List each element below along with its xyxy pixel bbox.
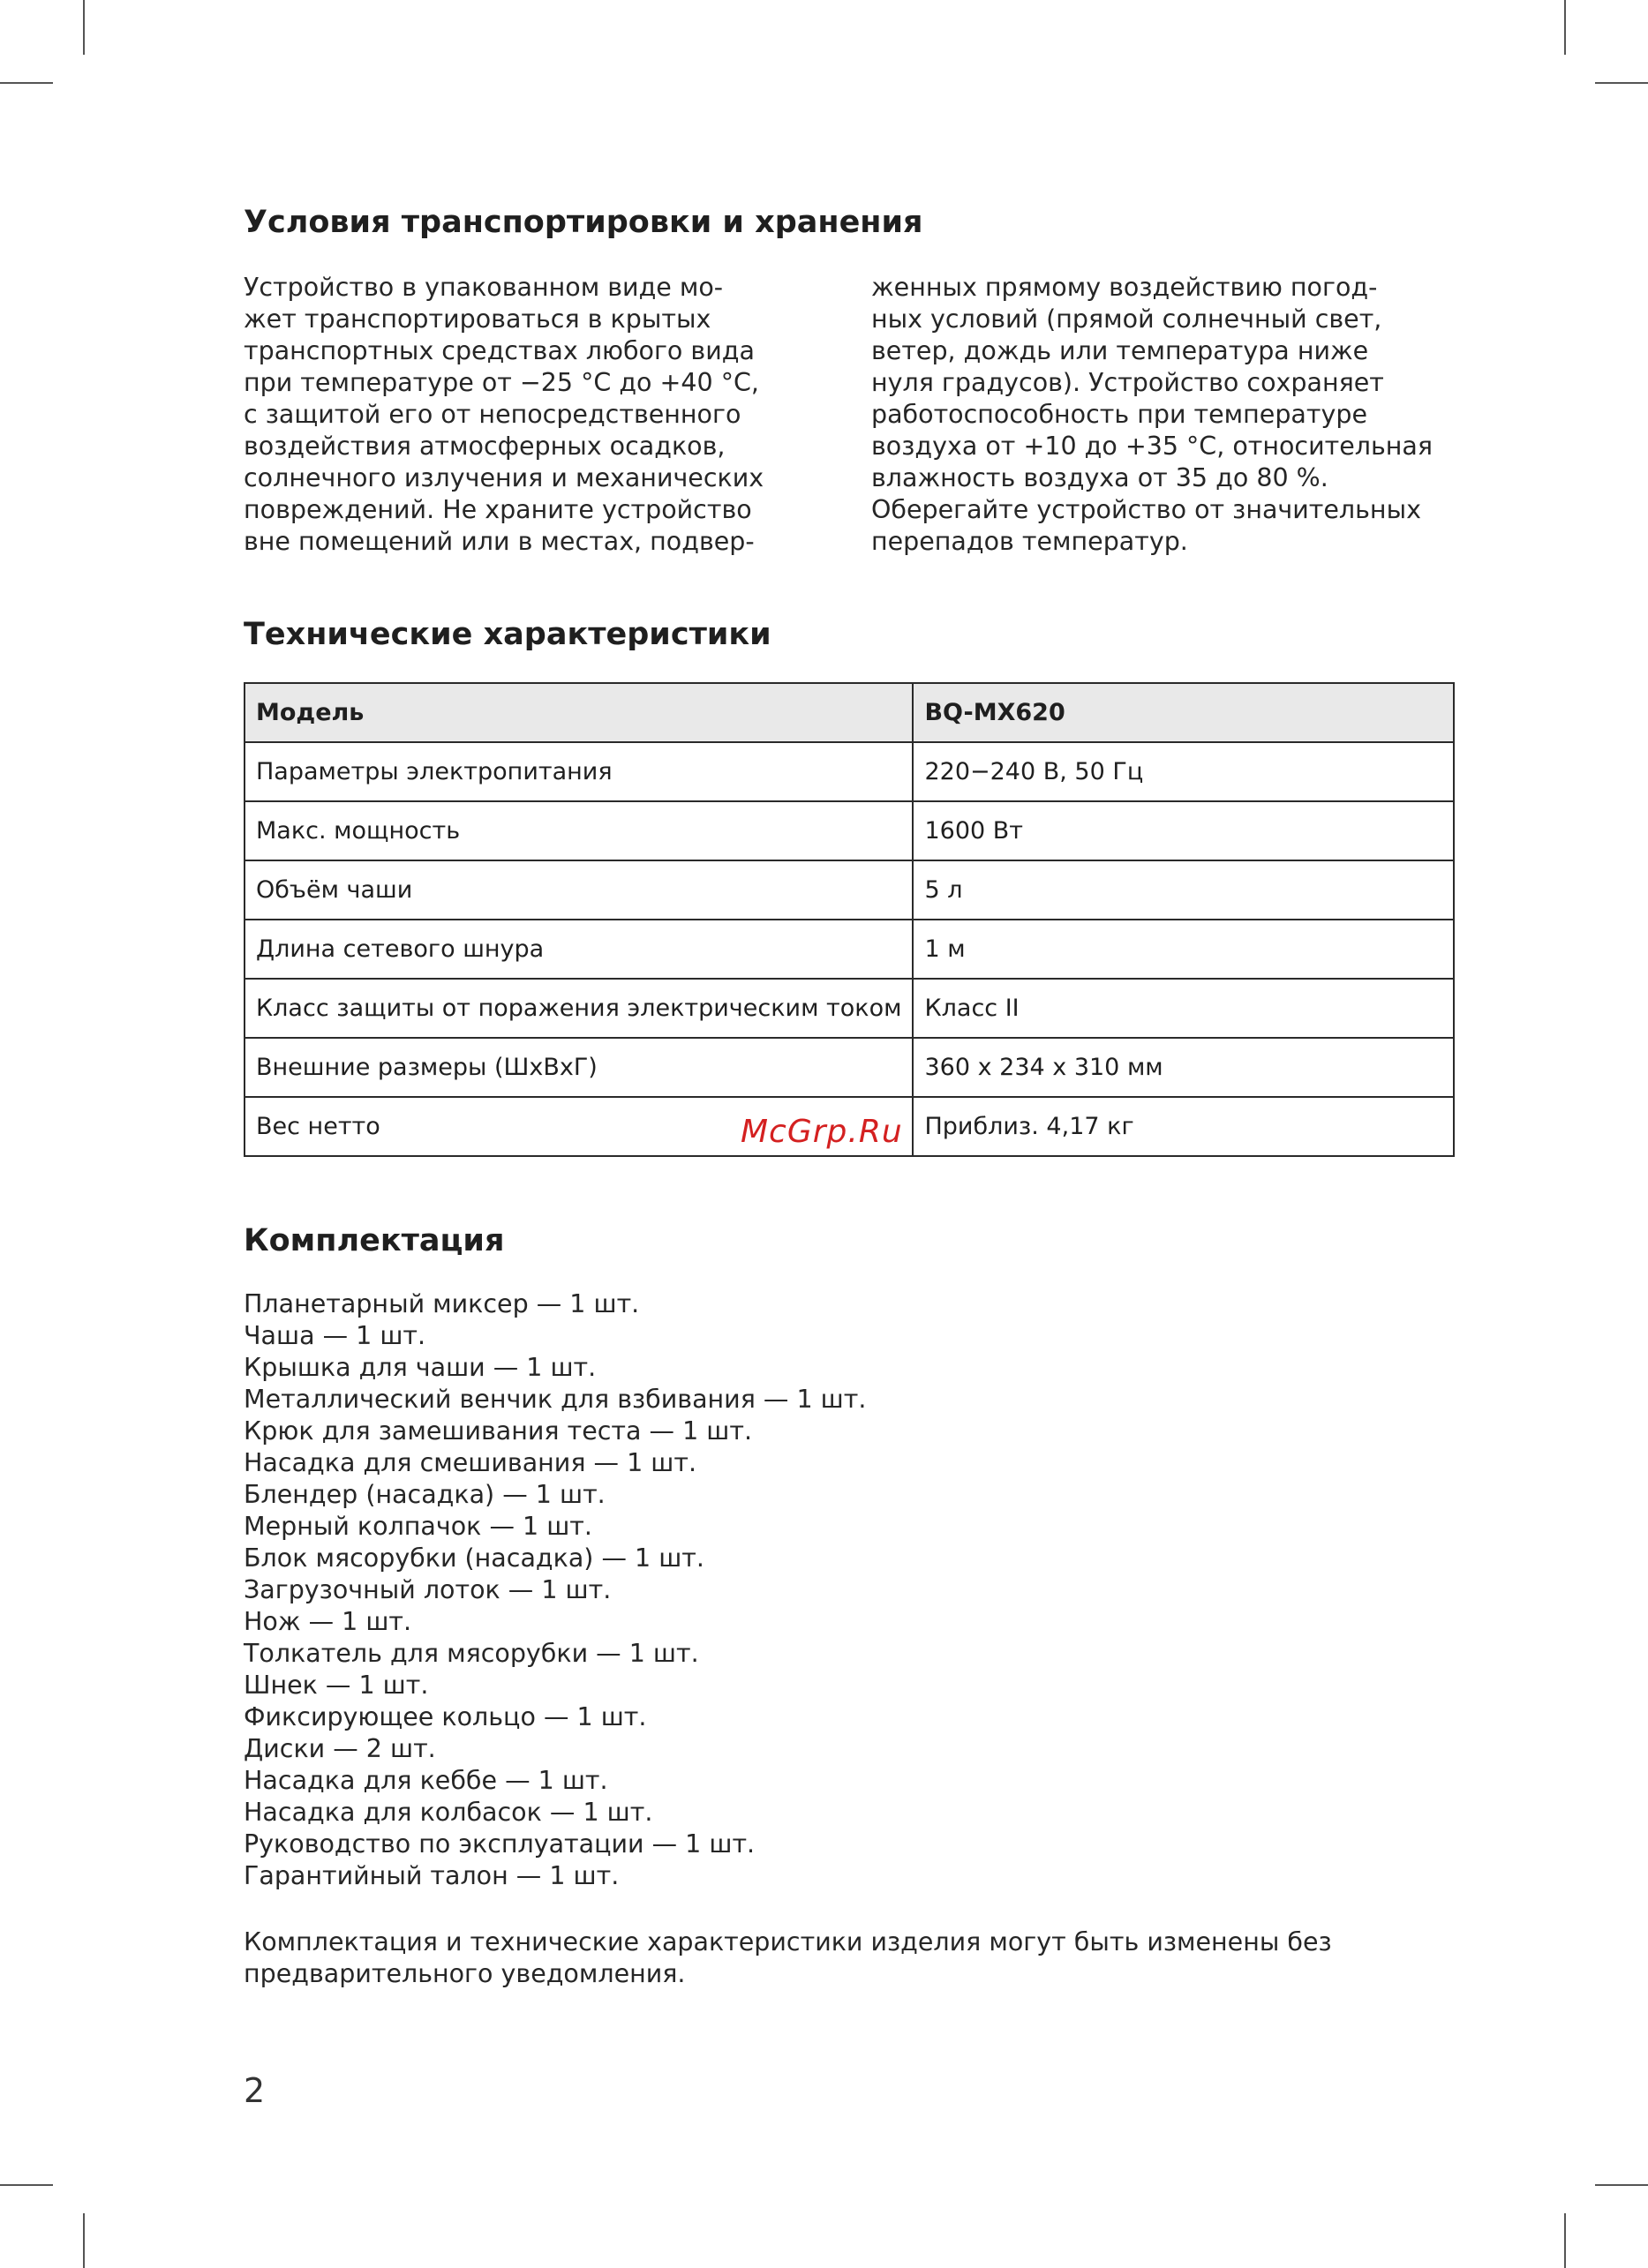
table-cell-param: Объём чаши	[245, 860, 913, 920]
table-cell-param: Длина сетевого шнура	[245, 920, 913, 979]
text-line: нуля градусов). Устройство сохраняет	[871, 368, 1384, 397]
text-line: предварительного уведомления.	[244, 1959, 686, 1988]
specs-heading: Технические характеристики	[244, 617, 771, 652]
text-line: при температуре от −25 °C до +40 °C,	[244, 368, 759, 397]
table-cell-value: Приблиз. 4,17 кг	[913, 1097, 1454, 1156]
crop-mark	[1595, 2184, 1648, 2186]
table-row	[245, 920, 1454, 979]
text-line: женных прямому воздействию погод-	[871, 273, 1378, 302]
table-cell-value: 1600 Вт	[913, 801, 1454, 860]
transport-text-right-column	[871, 272, 1471, 558]
list-item: Крышка для чаши — 1 шт.	[244, 1353, 597, 1382]
list-item: Нож — 1 шт.	[244, 1607, 412, 1636]
text-line: воздуха от +10 до +35 °C, относительная	[871, 432, 1434, 461]
crop-mark	[83, 2213, 85, 2268]
list-item: Блок мясорубки (насадка) — 1 шт.	[244, 1543, 704, 1573]
crop-mark	[1564, 0, 1566, 55]
table-cell-value: BQ-MX620	[913, 683, 1454, 742]
list-item: Фиксирующее кольцо — 1 шт.	[244, 1702, 647, 1731]
transport-text-left-column	[244, 272, 826, 558]
list-item: Мерный колпачок — 1 шт.	[244, 1512, 592, 1541]
text-line: ных условий (прямой солнечный свет,	[871, 304, 1382, 334]
list-item: Насадка для кеббе — 1 шт.	[244, 1766, 608, 1795]
list-item: Шнек — 1 шт.	[244, 1671, 429, 1700]
kit-list	[244, 1288, 866, 1892]
text-line: ветер, дождь или температура ниже	[871, 336, 1369, 365]
crop-mark	[0, 82, 53, 84]
text-line: Устройство в упакованном виде мо-	[244, 273, 724, 302]
text-line: Комплектация и технические характеристики изделия могут быть изменены без	[244, 1927, 1332, 1956]
list-item: Диски — 2 шт.	[244, 1734, 436, 1763]
table-cell-param: Внешние размеры (ШхВхГ)	[245, 1038, 913, 1097]
text-line: вне помещений или в местах, подвер-	[244, 527, 755, 556]
list-item: Руководство по эксплуатации — 1 шт.	[244, 1829, 756, 1859]
text-line: перепадов температур.	[871, 527, 1188, 556]
page-number: 2	[244, 2071, 266, 2110]
crop-mark	[83, 0, 85, 55]
list-item: Металлический венчик для взбивания — 1 шт.	[244, 1385, 867, 1414]
table-cell-value: 5 л	[913, 860, 1454, 920]
crop-mark	[1564, 2213, 1566, 2268]
crop-mark	[0, 2184, 53, 2186]
table-cell-param: Класс защиты от поражения электрическим током	[245, 979, 913, 1038]
list-item: Планетарный миксер — 1 шт.	[244, 1289, 640, 1318]
text-line: влажность воздуха от 35 до 80 %.	[871, 463, 1328, 492]
table-row	[245, 979, 1454, 1038]
transport-storage-heading: Условия транспортировки и хранения	[244, 205, 923, 240]
table-header-row	[245, 683, 1454, 742]
list-item: Насадка для колбасок — 1 шт.	[244, 1798, 653, 1827]
list-item: Крюк для замешивания теста — 1 шт.	[244, 1416, 753, 1446]
kit-heading: Комплектация	[244, 1223, 505, 1258]
text-line: воздействия атмосферных осадков,	[244, 432, 726, 461]
table-cell-value: Класс II	[913, 979, 1454, 1038]
table-row	[245, 742, 1454, 801]
text-line: жет транспортироваться в крытых	[244, 304, 711, 334]
text-line: повреждений. Не храните устройство	[244, 495, 752, 524]
table-row	[245, 801, 1454, 860]
table-cell-param: Вес нетто	[245, 1097, 913, 1156]
table-cell-param: Модель	[245, 683, 913, 742]
list-item: Гарантийный талон — 1 шт.	[244, 1861, 620, 1890]
table-cell-param: Макс. мощность	[245, 801, 913, 860]
text-line: с защитой его от непосредственного	[244, 400, 741, 429]
table-cell-value: 360 x 234 x 310 мм	[913, 1038, 1454, 1097]
table-cell-param: Параметры электропитания	[245, 742, 913, 801]
table-cell-value: 1 м	[913, 920, 1454, 979]
table-row	[245, 860, 1454, 920]
text-line: работоспособность при температуре	[871, 400, 1367, 429]
specs-table	[244, 682, 1455, 1157]
text-line: солнечного излучения и механических	[244, 463, 764, 492]
list-item: Толкатель для мясорубки — 1 шт.	[244, 1639, 699, 1668]
text-line: транспортных средствах любого вида	[244, 336, 755, 365]
table-row	[245, 1038, 1454, 1097]
list-item: Блендер (насадка) — 1 шт.	[244, 1480, 606, 1509]
list-item: Насадка для смешивания — 1 шт.	[244, 1448, 697, 1477]
table-cell-value: 220−240 В, 50 Гц	[913, 742, 1454, 801]
kit-disclaimer	[244, 1926, 1391, 1990]
list-item: Чаша — 1 шт.	[244, 1321, 426, 1350]
crop-mark	[1595, 82, 1648, 84]
list-item: Загрузочный лоток — 1 шт.	[244, 1575, 612, 1604]
watermark-text: McGrp.Ru	[741, 1114, 903, 1150]
text-line: Оберегайте устройство от значительных	[871, 495, 1421, 524]
